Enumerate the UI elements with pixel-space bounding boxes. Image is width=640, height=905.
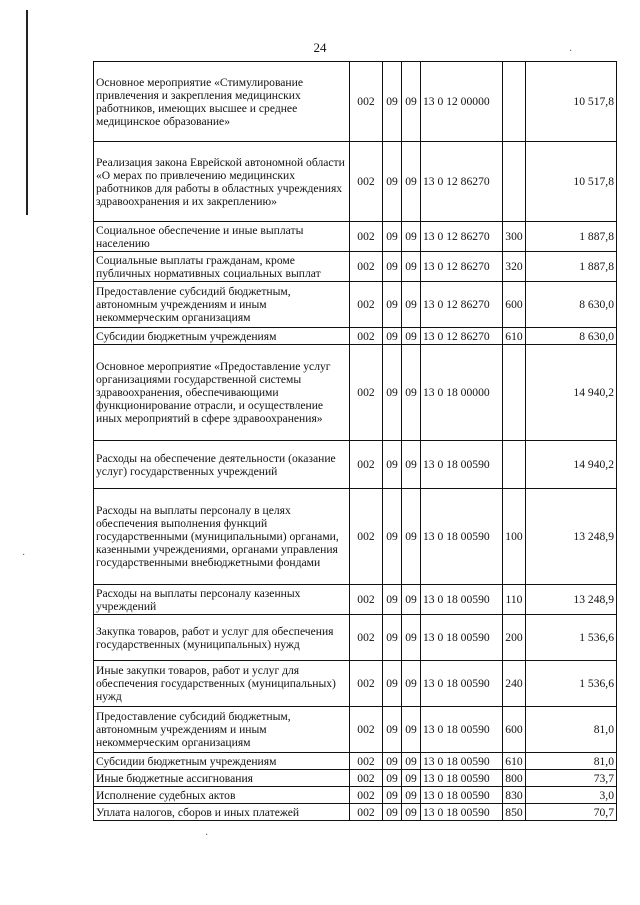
row-target-code: 13 0 18 00590 [421, 787, 503, 804]
row-expense-type-code [503, 345, 526, 441]
row-admin-code: 002 [350, 787, 383, 804]
row-name: Реализация закона Еврейской автономной области «О мерах по привлечению медицинских работников для работы в областных учреждениях здравоохранения и их закреплению» [94, 142, 350, 222]
row-subsection-code: 09 [402, 489, 421, 585]
row-target-code: 13 0 18 00590 [421, 615, 503, 661]
row-section-code: 09 [383, 142, 402, 222]
budget-table-body [94, 62, 617, 821]
row-target-code: 13 0 18 00590 [421, 804, 503, 821]
row-name: Иные бюджетные ассигнования [94, 770, 350, 787]
table-row [94, 804, 617, 821]
row-expense-type-code: 600 [503, 707, 526, 753]
row-expense-type-code [503, 441, 526, 489]
row-section-code: 09 [383, 770, 402, 787]
row-section-code: 09 [383, 585, 402, 615]
row-name: Иные закупки товаров, работ и услуг для обеспечения государственных (муниципальных) нужд [94, 661, 350, 707]
row-subsection-code: 09 [402, 770, 421, 787]
row-admin-code: 002 [350, 489, 383, 585]
table-row [94, 585, 617, 615]
row-expense-type-code: 610 [503, 753, 526, 770]
table-row [94, 328, 617, 345]
row-target-code: 13 0 18 00000 [421, 345, 503, 441]
row-admin-code: 002 [350, 222, 383, 252]
row-subsection-code: 09 [402, 328, 421, 345]
row-admin-code: 002 [350, 252, 383, 282]
row-name: Предоставление субсидий бюджетным, автономным учреждениям и иным некоммерческим организациям [94, 707, 350, 753]
row-admin-code: 002 [350, 707, 383, 753]
row-subsection-code: 09 [402, 804, 421, 821]
row-name: Субсидии бюджетным учреждениям [94, 753, 350, 770]
row-name: Социальные выплаты гражданам, кроме публичных нормативных социальных выплат [94, 252, 350, 282]
row-admin-code: 002 [350, 615, 383, 661]
row-amount: 81,0 [526, 753, 617, 770]
row-name: Расходы на выплаты персоналу казенных учреждений [94, 585, 350, 615]
row-amount: 1 887,8 [526, 222, 617, 252]
table-row [94, 345, 617, 441]
table-row [94, 707, 617, 753]
table-row [94, 489, 617, 585]
row-name: Уплата налогов, сборов и иных платежей [94, 804, 350, 821]
row-amount: 10 517,8 [526, 62, 617, 142]
row-section-code: 09 [383, 615, 402, 661]
row-subsection-code: 09 [402, 345, 421, 441]
row-expense-type-code: 320 [503, 252, 526, 282]
row-amount: 3,0 [526, 787, 617, 804]
row-amount: 14 940,2 [526, 345, 617, 441]
row-expense-type-code: 830 [503, 787, 526, 804]
row-name: Основное мероприятие «Стимулирование привлечения и закрепления медицинских работников, имеющих высшее и среднее медицинское образование» [94, 62, 350, 142]
budget-table [93, 61, 617, 821]
row-admin-code: 002 [350, 345, 383, 441]
row-expense-type-code: 200 [503, 615, 526, 661]
row-name: Субсидии бюджетным учреждениям [94, 328, 350, 345]
row-target-code: 13 0 12 86270 [421, 222, 503, 252]
row-expense-type-code: 110 [503, 585, 526, 615]
row-section-code: 09 [383, 252, 402, 282]
row-admin-code: 002 [350, 585, 383, 615]
row-target-code: 13 0 18 00590 [421, 441, 503, 489]
row-subsection-code: 09 [402, 282, 421, 328]
row-admin-code: 002 [350, 804, 383, 821]
table-row [94, 787, 617, 804]
row-name: Основное мероприятие «Предоставление услуг организациями государственной системы здравоохранения, обеспечивающими функционирование отрасли, и осуществление иных мероприятий в сфере здравоохранения» [94, 345, 350, 441]
row-expense-type-code: 240 [503, 661, 526, 707]
row-subsection-code: 09 [402, 615, 421, 661]
row-admin-code: 002 [350, 142, 383, 222]
row-target-code: 13 0 18 00590 [421, 707, 503, 753]
row-target-code: 13 0 18 00590 [421, 753, 503, 770]
row-section-code: 09 [383, 489, 402, 585]
row-subsection-code: 09 [402, 787, 421, 804]
row-section-code: 09 [383, 753, 402, 770]
row-amount: 81,0 [526, 707, 617, 753]
row-section-code: 09 [383, 282, 402, 328]
row-subsection-code: 09 [402, 707, 421, 753]
row-target-code: 13 0 12 86270 [421, 252, 503, 282]
row-expense-type-code [503, 62, 526, 142]
row-amount: 8 630,0 [526, 328, 617, 345]
table-row [94, 142, 617, 222]
row-target-code: 13 0 18 00590 [421, 770, 503, 787]
row-subsection-code: 09 [402, 252, 421, 282]
row-expense-type-code: 100 [503, 489, 526, 585]
row-section-code: 09 [383, 661, 402, 707]
row-name: Расходы на обеспечение деятельности (оказание услуг) государственных учреждений [94, 441, 350, 489]
row-name: Социальное обеспечение и иные выплаты населению [94, 222, 350, 252]
row-section-code: 09 [383, 441, 402, 489]
table-row [94, 770, 617, 787]
row-amount: 8 630,0 [526, 282, 617, 328]
row-amount: 70,7 [526, 804, 617, 821]
table-row [94, 282, 617, 328]
row-target-code: 13 0 12 86270 [421, 328, 503, 345]
row-name: Исполнение судебных актов [94, 787, 350, 804]
row-amount: 73,7 [526, 770, 617, 787]
row-admin-code: 002 [350, 753, 383, 770]
row-target-code: 13 0 12 86270 [421, 282, 503, 328]
row-admin-code: 002 [350, 282, 383, 328]
table-row [94, 441, 617, 489]
table-row [94, 753, 617, 770]
scan-mark: · [569, 46, 573, 57]
table-row [94, 615, 617, 661]
row-target-code: 13 0 18 00590 [421, 661, 503, 707]
row-name: Закупка товаров, работ и услуг для обеспечения государственных (муниципальных) нужд [94, 615, 350, 661]
row-section-code: 09 [383, 62, 402, 142]
row-amount: 1 536,6 [526, 615, 617, 661]
row-subsection-code: 09 [402, 62, 421, 142]
row-subsection-code: 09 [402, 753, 421, 770]
row-amount: 13 248,9 [526, 585, 617, 615]
row-expense-type-code [503, 142, 526, 222]
row-expense-type-code: 850 [503, 804, 526, 821]
page-number: 24 [313, 40, 327, 55]
row-admin-code: 002 [350, 661, 383, 707]
row-amount: 1 887,8 [526, 252, 617, 282]
row-subsection-code: 09 [402, 661, 421, 707]
row-expense-type-code: 600 [503, 282, 526, 328]
row-section-code: 09 [383, 328, 402, 345]
row-amount: 13 248,9 [526, 489, 617, 585]
row-expense-type-code: 610 [503, 328, 526, 345]
row-section-code: 09 [383, 222, 402, 252]
row-section-code: 09 [383, 707, 402, 753]
scan-mark: · [22, 550, 26, 561]
row-target-code: 13 0 18 00590 [421, 585, 503, 615]
table-row [94, 222, 617, 252]
row-amount: 10 517,8 [526, 142, 617, 222]
row-amount: 14 940,2 [526, 441, 617, 489]
row-admin-code: 002 [350, 770, 383, 787]
table-row [94, 62, 617, 142]
row-name: Предоставление субсидий бюджетным, автономным учреждениям и иным некоммерческим организациям [94, 282, 350, 328]
row-target-code: 13 0 12 86270 [421, 142, 503, 222]
row-section-code: 09 [383, 804, 402, 821]
row-expense-type-code: 800 [503, 770, 526, 787]
row-subsection-code: 09 [402, 222, 421, 252]
row-target-code: 13 0 18 00590 [421, 489, 503, 585]
row-section-code: 09 [383, 345, 402, 441]
row-subsection-code: 09 [402, 441, 421, 489]
row-name: Расходы на выплаты персоналу в целях обеспечения выполнения функций государственными (муниципальными) органами, казенными учреждениями, органами управления государственными внебюджетными фондами [94, 489, 350, 585]
table-row [94, 661, 617, 707]
row-subsection-code: 09 [402, 142, 421, 222]
row-subsection-code: 09 [402, 585, 421, 615]
table-row [94, 252, 617, 282]
row-expense-type-code: 300 [503, 222, 526, 252]
row-admin-code: 002 [350, 441, 383, 489]
row-admin-code: 002 [350, 328, 383, 345]
scan-mark: · [205, 830, 209, 841]
row-amount: 1 536,6 [526, 661, 617, 707]
row-target-code: 13 0 12 00000 [421, 62, 503, 142]
row-admin-code: 002 [350, 62, 383, 142]
row-section-code: 09 [383, 787, 402, 804]
